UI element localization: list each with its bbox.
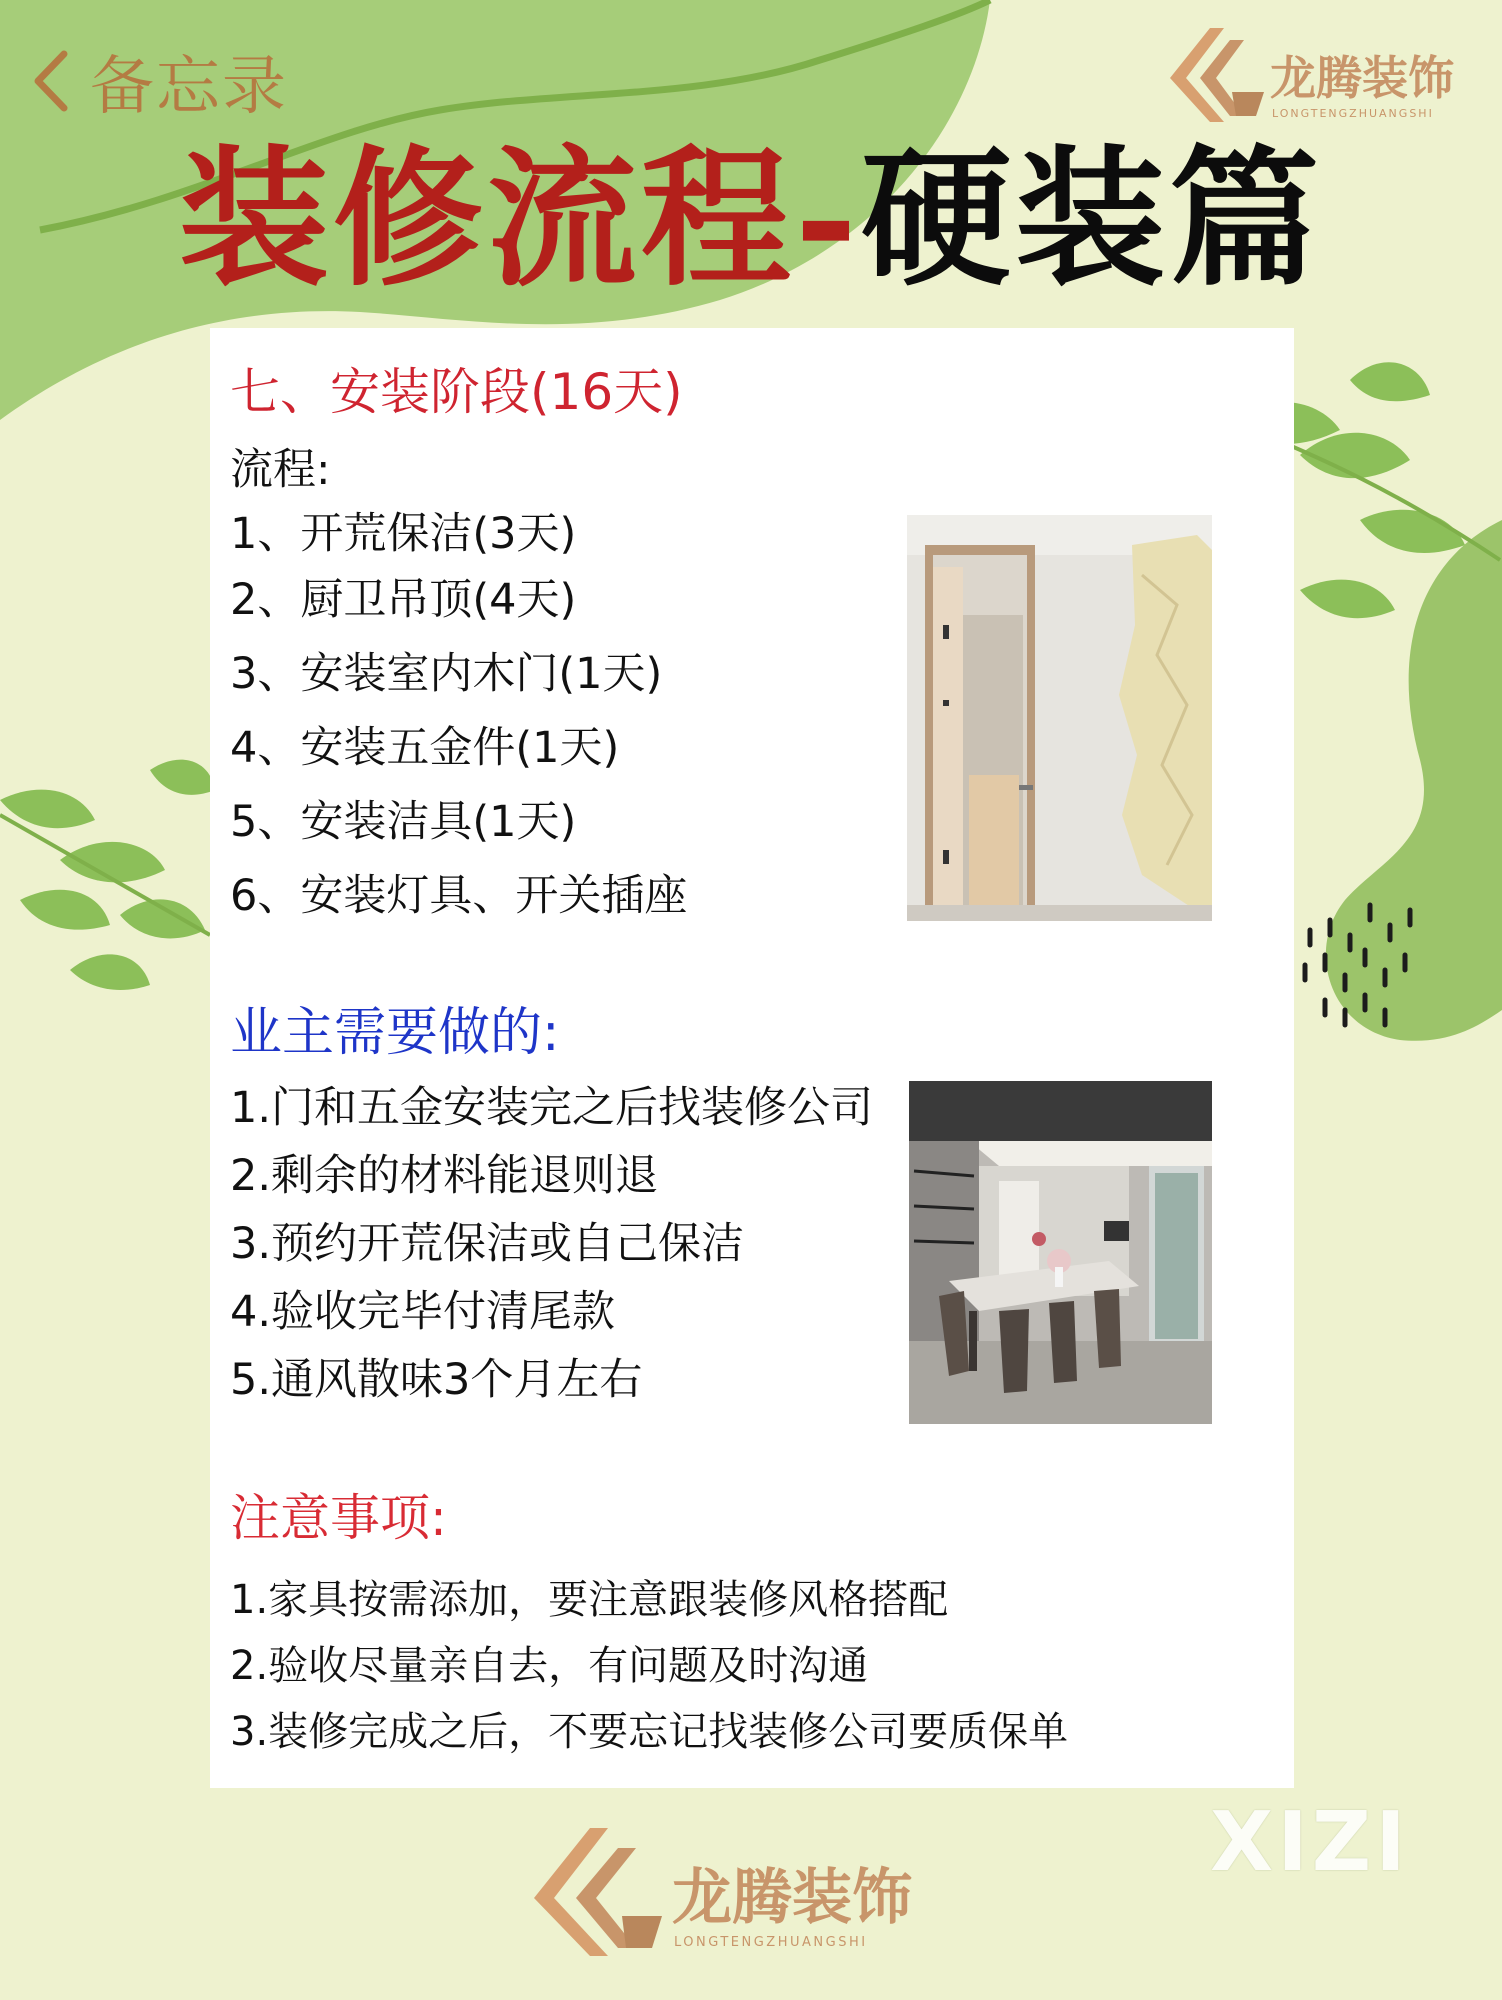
note-item: 1.家具按需添加，要注意跟装修风格搭配 bbox=[230, 1577, 949, 1623]
owner-item: 2.剩余的材料能退则退 bbox=[230, 1151, 659, 1201]
owner-item: 1.门和五金安装完之后找装修公司 bbox=[230, 1083, 874, 1133]
note-item: 2.验收尽量亲自去，有问题及时沟通 bbox=[230, 1643, 869, 1689]
back-button[interactable] bbox=[28, 36, 288, 126]
brand-name: 龙腾装饰 bbox=[1270, 51, 1454, 105]
brand-pinyin-bottom: LONGTENGZHUANGSHI bbox=[674, 1935, 868, 1950]
title-dark-part: 硬装篇 bbox=[861, 131, 1324, 307]
brand-name-bottom: 龙腾装饰 bbox=[672, 1863, 912, 1933]
content-card bbox=[210, 328, 1294, 1788]
page-title bbox=[0, 131, 1502, 307]
longteng-logo-icon bbox=[534, 1828, 662, 1956]
install-step: 5、安装洁具(1天) bbox=[230, 797, 577, 847]
install-step: 1、开荒保洁(3天) bbox=[230, 509, 577, 559]
chevron-left-icon bbox=[28, 48, 72, 114]
process-label: 流程: bbox=[230, 445, 331, 495]
longteng-logo-icon bbox=[1170, 28, 1264, 122]
notes-heading: 注意事项: bbox=[230, 1489, 447, 1547]
back-label: 备忘录 bbox=[90, 50, 288, 124]
install-step: 4、安装五金件(1天) bbox=[230, 723, 620, 773]
install-step: 2、厨卫吊顶(4天) bbox=[230, 575, 577, 625]
brand-pinyin: LONGTENGZHUANGSHI bbox=[1272, 107, 1434, 120]
install-step: 6、安装灯具、开关插座 bbox=[230, 871, 688, 921]
owner-heading: 业主需要做的: bbox=[230, 1003, 560, 1063]
brand-logo bbox=[1160, 18, 1470, 128]
brand-logo-bottom bbox=[530, 1820, 930, 1960]
install-step: 3、安装室内木门(1天) bbox=[230, 649, 663, 699]
owner-item: 3.预约开荒保洁或自己保洁 bbox=[230, 1219, 745, 1269]
dining-room-photo bbox=[909, 1081, 1212, 1424]
install-heading: 七、安装阶段(16天) bbox=[230, 363, 683, 421]
owner-item: 5.通风散味3个月左右 bbox=[230, 1355, 643, 1405]
owner-item: 4.验收完毕付清尾款 bbox=[230, 1287, 616, 1337]
door-photo bbox=[907, 515, 1212, 921]
title-red-part: 装修流程- bbox=[178, 131, 862, 307]
note-item: 3.装修完成之后，不要忘记找装修公司要质保单 bbox=[230, 1709, 1069, 1755]
watermark: XIZI bbox=[1210, 1795, 1410, 1890]
